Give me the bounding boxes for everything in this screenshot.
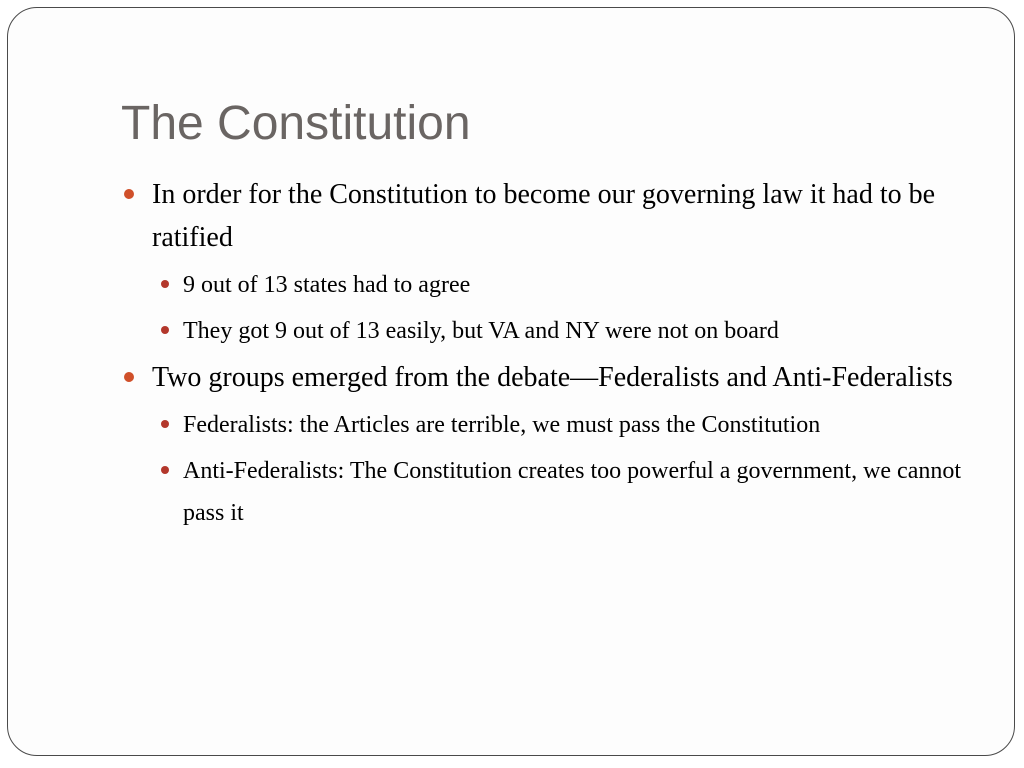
bullet-dot-icon xyxy=(161,420,169,428)
sub-bullet-item xyxy=(121,404,981,446)
bullet-dot-icon xyxy=(124,189,134,199)
slide-frame xyxy=(7,7,1015,756)
sub-bullet-item xyxy=(121,310,981,352)
bullet-text: In order for the Constitution to become our governing law it had to be ratified xyxy=(152,179,936,253)
bullet-item xyxy=(121,173,981,259)
bullet-text: Two groups emerged from the debate—Federalists and Anti-Federalists xyxy=(152,362,953,393)
sub-bullet-item xyxy=(121,264,981,306)
sub-bullet-text: 9 out of 13 states had to agree xyxy=(183,272,471,298)
sub-bullet-text: Anti-Federalists: The Constitution creates too powerful a government, we cannot pass it xyxy=(183,458,962,526)
bullet-dot-icon xyxy=(124,372,134,382)
sub-bullet-text: Federalists: the Articles are terrible, we must pass the Constitution xyxy=(183,412,821,438)
slide-title: The Constitution xyxy=(121,97,471,150)
bullet-dot-icon xyxy=(161,466,169,474)
bullet-dot-icon xyxy=(161,326,169,334)
sub-bullet-item xyxy=(121,450,981,534)
bullet-dot-icon xyxy=(161,280,169,288)
bullet-list xyxy=(121,173,981,538)
sub-bullet-text: They got 9 out of 13 easily, but VA and NY were not on board xyxy=(183,318,779,344)
bullet-item xyxy=(121,356,981,399)
